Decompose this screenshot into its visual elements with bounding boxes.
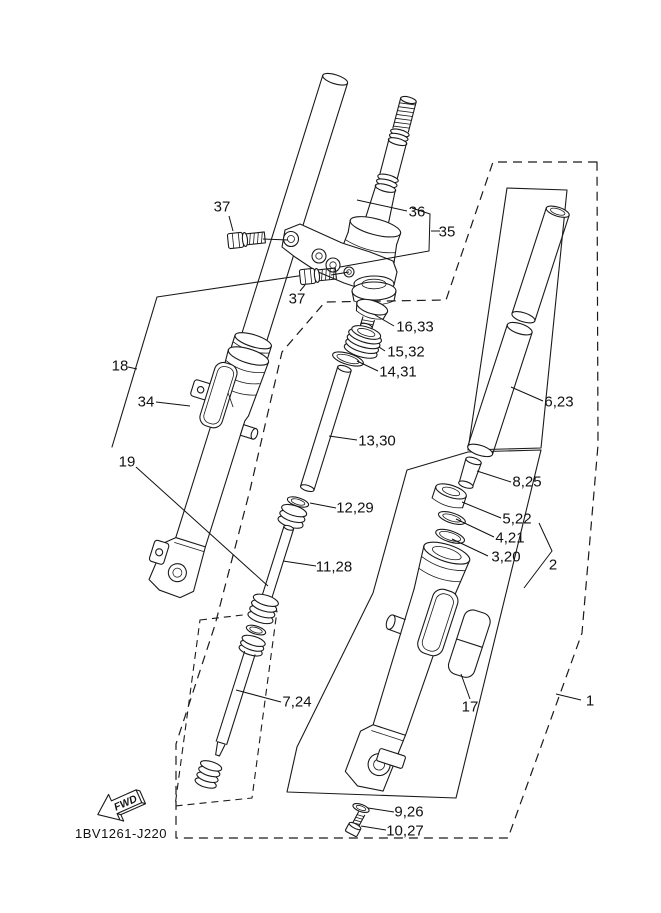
fwd-arrow xyxy=(92,782,148,829)
washer-421 xyxy=(437,509,467,527)
damper-rod-spring-1128 xyxy=(247,502,308,626)
callout-34: 34 xyxy=(137,393,155,411)
bolt-1027 xyxy=(345,811,367,837)
leader-line-37 xyxy=(229,216,233,231)
leader-line-1 xyxy=(556,694,581,700)
leader-line-4,21 xyxy=(456,519,494,537)
callout-6,23: 6,23 xyxy=(544,393,574,411)
leader-line-2 xyxy=(524,523,552,588)
leader-line-6,23 xyxy=(511,387,543,401)
callout-36: 36 xyxy=(408,203,426,221)
steering-stem xyxy=(339,90,437,271)
drawing-code: 1BV1261-J220 xyxy=(75,826,168,841)
callout-4,21: 4,21 xyxy=(495,529,525,547)
damper-rod-724 xyxy=(194,622,270,791)
callout-37: 37 xyxy=(288,290,306,308)
callout-10,27: 10,27 xyxy=(386,822,424,840)
callout-5,22: 5,22 xyxy=(502,510,532,528)
oil-lock-piece-825 xyxy=(457,456,482,490)
callout-15,32: 15,32 xyxy=(387,343,425,361)
inner-tube-623 xyxy=(466,203,574,459)
leader-line-36 xyxy=(357,200,407,211)
callout-11,28: 11,28 xyxy=(315,558,353,576)
fwd-label: FWD xyxy=(112,792,139,814)
gasket-926 xyxy=(352,802,370,815)
leader-line-10,27 xyxy=(361,826,386,830)
callout-16,33: 16,33 xyxy=(396,318,434,336)
callout-7,24: 7,24 xyxy=(282,693,312,711)
callout-35: 35 xyxy=(438,223,456,241)
leader-line-9,26 xyxy=(368,808,394,812)
leader-line-13,30 xyxy=(329,436,357,440)
callout-37: 37 xyxy=(213,198,231,216)
leader-line-15,32 xyxy=(379,347,385,351)
callout-8,25: 8,25 xyxy=(512,473,542,491)
sub-boundary-slider xyxy=(287,450,541,798)
callout-17: 17 xyxy=(461,698,479,716)
callout-13,30: 13,30 xyxy=(358,432,396,450)
damper-rod-1330 xyxy=(300,364,352,493)
leader-line-34 xyxy=(156,402,190,406)
leader-line-11,28 xyxy=(283,561,316,566)
callout-9,26: 9,26 xyxy=(394,803,424,821)
callout-18: 18 xyxy=(111,357,129,375)
yamaha-tag: YAMAHA xyxy=(380,753,401,765)
callout-1: 1 xyxy=(585,692,595,710)
callout-12,29: 12,29 xyxy=(336,499,374,517)
left-fork-assembly xyxy=(131,62,367,605)
callout-3,20: 3,20 xyxy=(491,548,521,566)
leader-line-7,24 xyxy=(236,690,281,702)
callout-2: 2 xyxy=(548,556,558,574)
callout-19: 19 xyxy=(118,453,136,471)
leader-line-12,29 xyxy=(310,503,336,508)
callout-14,31: 14,31 xyxy=(379,363,417,381)
leader-line-5,22 xyxy=(462,502,501,518)
leader-line-8,25 xyxy=(477,471,511,482)
pinch-bolt-37-upper xyxy=(227,230,265,249)
